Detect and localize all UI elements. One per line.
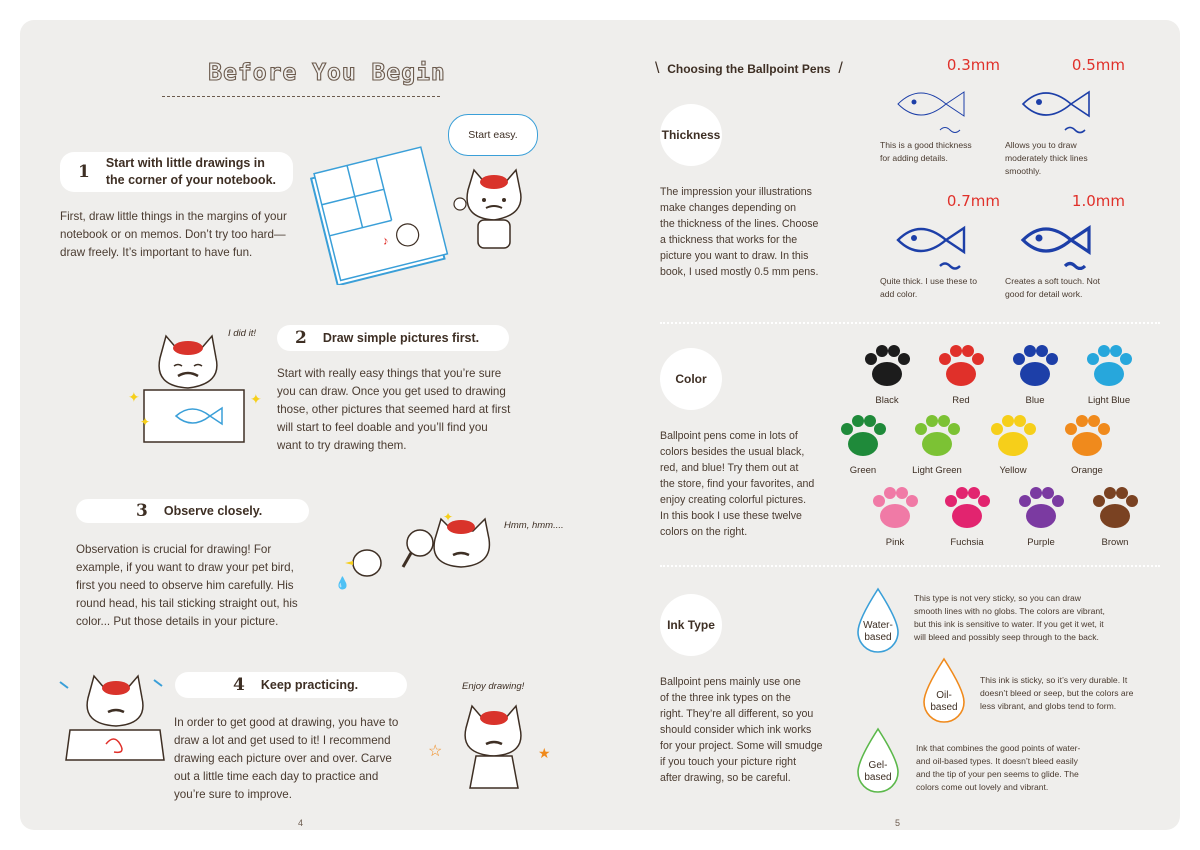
step-4-line: you’re sure to improve. [174,788,292,801]
step-4-line: drawing each picture over and over. Carve [174,752,392,765]
step-2-number: 2 [295,328,307,348]
paw-swatch [860,484,930,548]
sample-note [1005,139,1125,178]
note-line: good for detail work. [1005,289,1083,299]
paw-swatch [926,342,996,406]
step-3-title: Observe closely. [163,504,263,518]
note-line: less vibrant, and globs tend to form. [980,701,1117,711]
water-based-label [852,620,904,644]
step-2-title: Draw simple pictures first. [322,331,480,345]
step-1-title-line2: the corner of your notebook. [105,173,276,187]
paw-color-name: Brown [1101,537,1129,548]
paw-color-name: Orange [1071,465,1103,476]
ink-line: should consider which ink works [660,724,812,736]
thickness-sample-10 [1005,192,1125,301]
step-3-line: first you need to observe him carefully. His [76,579,294,592]
page-number-right: 5 [895,818,901,828]
paw-swatch [978,412,1048,476]
note-line: add color. [880,289,918,299]
step-3-line: round head, his tail sticking straight out, his [76,597,298,610]
page-number-left: 4 [298,818,304,828]
thickness-sample-07 [880,192,1000,301]
fish-icon [1005,210,1105,270]
ink-line: for your project. Some will smudge [660,740,823,752]
color-line: enjoy creating colorful pictures. [660,494,807,506]
drop-line: Water- [863,620,893,631]
paw-icon [1000,342,1070,390]
note-line: and oil-based types. It doesn’t bleed easily [916,756,1078,766]
note-line: This ink is sticky, so it’s very durable. It [980,675,1128,685]
thickness-line: picture you want to draw. In this [660,250,809,262]
paw-color-name: Light Green [912,465,962,476]
paw-swatch [828,412,898,476]
sample-note [880,139,1000,165]
color-line: colors besides the usual black, [660,446,805,458]
note-line: smoothly. [1005,166,1042,176]
note-line: Creates a soft touch. Not [1005,276,1101,286]
ink-line: right. They’re all different, so you [660,708,814,720]
oil-based-label [918,690,970,714]
drop-line: based [930,702,958,713]
step-4-body [174,714,414,804]
section-heading: \ Choosing the Ballpoint Pens / [655,60,843,77]
ink-type-description [660,674,830,786]
paw-color-name: Yellow [999,465,1027,476]
note-line: This is a good thickness [880,140,972,150]
paw-swatch [1074,342,1144,406]
step-4-number: 4 [233,675,245,695]
page-title: Before You Begin [208,60,446,86]
section-heading-text: Choosing the Ballpoint Pens [667,62,831,76]
note-line: moderately thick lines [1005,153,1088,163]
note-line: will bleed and possibly seep through to the back. [914,632,1099,642]
size-label: 0.3mm [946,56,1000,74]
note-line: colors come out lovely and vibrant. [916,782,1049,792]
step-3-body [76,541,326,631]
paw-icon [926,342,996,390]
svg-text:✦: ✦ [443,510,454,524]
paw-color-name: Black [875,395,899,406]
thickness-line: The impression your illustrations [660,186,812,198]
ink-type-label: Ink Type [660,594,722,656]
step-1-title-line1: Start with little drawings in [105,156,265,170]
step-1-header [60,152,293,192]
ink-line: of the three ink types on the [660,692,791,704]
step-4-line: In order to get good at drawing, you have to [174,716,399,729]
note-line: but this ink is sensitive to water. If you get it wet, it [914,619,1104,629]
thickness-line: book, I used mostly 0.5 mm pens. [660,266,819,278]
color-line: In this book I use these twelve [660,510,802,522]
thickness-line: make changes depending on [660,202,797,214]
svg-text:✦: ✦ [250,391,262,407]
cat-illustration [448,160,538,255]
svg-text:★: ★ [538,745,551,761]
paw-icon [1074,342,1144,390]
note-line: Allows you to draw [1005,140,1077,150]
section-divider [660,565,1160,567]
paw-color-name: Red [952,395,970,406]
thickness-label: Thickness [660,104,722,166]
thickness-description [660,184,830,280]
step-3-line: example, if you want to draw your pet bird, [76,561,294,574]
step-4-header [175,672,407,698]
ink-line: Ballpoint pens mainly use one [660,676,801,688]
paw-swatch [902,412,972,476]
fish-icon [1005,74,1105,134]
paw-color-name: Green [849,465,877,476]
color-line: colors on the right. [660,526,748,538]
drop-line: based [864,772,892,783]
notebook-illustration [310,145,450,285]
step-3-line: color... Put those details in your picture. [76,615,279,628]
speech-bubble: Start easy. [448,114,538,156]
step-2-line: you can draw. Once you get used to drawing [277,385,506,398]
color-line: the store, find your favorites, and [660,478,815,490]
paw-icon [860,484,930,532]
paw-color-name: Fuchsia [950,537,984,548]
paw-icon [932,484,1002,532]
paw-icon [1052,412,1122,460]
cat-enjoy-illustration [422,692,562,792]
note-line: for adding details. [880,153,948,163]
fish-icon [880,74,980,134]
paw-icon [1080,484,1150,532]
drop-line: Oil- [936,690,952,701]
paw-icon [852,342,922,390]
note-line: Ink that combines the good points of water- [916,743,1081,753]
step-1-line: draw freely. It’s important to have fun. [60,246,253,259]
enjoy-caption: Enjoy drawing! [462,681,525,692]
title-divider [162,96,440,97]
step-2-body [277,365,567,455]
paw-swatch [1000,342,1070,406]
paw-swatch [852,342,922,406]
gel-based-label [852,760,904,784]
step-4-line: draw a lot and get used to it! I recommend [174,734,391,747]
step-2-line: will start to feel doable and you’ll find you [277,421,488,434]
color-line: red, and blue! Try them out at [660,462,799,474]
color-label: Color [660,348,722,410]
paw-icon [902,412,972,460]
note-line: doesn’t bleed or seep, but the colors are [980,688,1134,698]
svg-text:✦: ✦ [140,415,151,429]
size-label: 0.7mm [946,192,1000,210]
svg-text:☆: ☆ [428,743,443,760]
step-2-line: those, other pictures that seemed hard at first [277,403,511,416]
color-description [660,428,830,540]
thickness-line: the thickness of the lines. Choose [660,218,819,230]
thickness-line: a thickness that works for the [660,234,798,246]
note-line: This type is not very sticky, so you can draw [914,593,1082,603]
ink-line: after drawing, so be careful. [660,772,791,784]
note-line: and the tip of your pen seems to glide. The [916,769,1079,779]
step-3-number: 3 [136,501,148,521]
book-spread [20,20,1180,830]
svg-text:💧: 💧 [335,576,350,590]
paw-swatch [1052,412,1122,476]
paw-swatch [1080,484,1150,548]
hmm-caption: Hmm, hmm.... [504,520,564,531]
svg-text:♪: ♪ [380,232,390,248]
paw-color-name: Purple [1027,537,1055,548]
size-label: 0.5mm [1071,56,1125,74]
fish-icon [880,210,980,270]
drop-line: Gel- [868,760,888,771]
step-1-line: First, draw little things in the margins of your [60,210,287,223]
paw-icon [978,412,1048,460]
paw-swatch [932,484,1002,548]
drop-line: based [864,632,892,643]
step-3-header [76,499,309,523]
step-1-line: notebook or on memos. Don’t try too hard— [60,228,286,241]
size-label: 1.0mm [1071,192,1125,210]
water-based-note [914,592,1164,644]
paw-swatch [1006,484,1076,548]
note-line: smooth lines with no globs. The colors are vibrant, [914,606,1105,616]
cat-with-magnifier-illustration [325,505,505,595]
oil-based-note [980,674,1160,713]
svg-text:✦: ✦ [128,389,140,405]
thickness-sample-05 [1005,56,1125,178]
ink-line: if you touch your picture right [660,756,797,768]
paw-color-name: Light Blue [1087,395,1131,406]
sample-note [880,275,1000,301]
section-divider [660,322,1160,324]
step-4-line: out a little time each day to practice and [174,770,379,783]
step-1-number: 1 [78,162,90,182]
sample-note [1005,275,1125,301]
cat-drawing-illustration [54,668,174,768]
did-it-caption: I did it! [228,328,256,339]
gel-based-note [916,742,1146,794]
thickness-sample-03 [880,56,1000,165]
note-line: Quite thick. I use these to [880,276,977,286]
color-line: Ballpoint pens come in lots of [660,430,798,442]
step-2-line: Start with really easy things that you’re sure [277,367,502,380]
step-1-body [60,208,320,262]
paw-color-name: Blue [1025,395,1045,406]
step-3-line: Observation is crucial for drawing! For [76,543,272,556]
step-4-title: Keep practicing. [260,678,359,692]
paw-icon [828,412,898,460]
step-2-line: want to try drawing them. [277,439,407,452]
paw-icon [1006,484,1076,532]
paw-color-name: Pink [885,537,905,548]
step-2-header [277,325,509,351]
